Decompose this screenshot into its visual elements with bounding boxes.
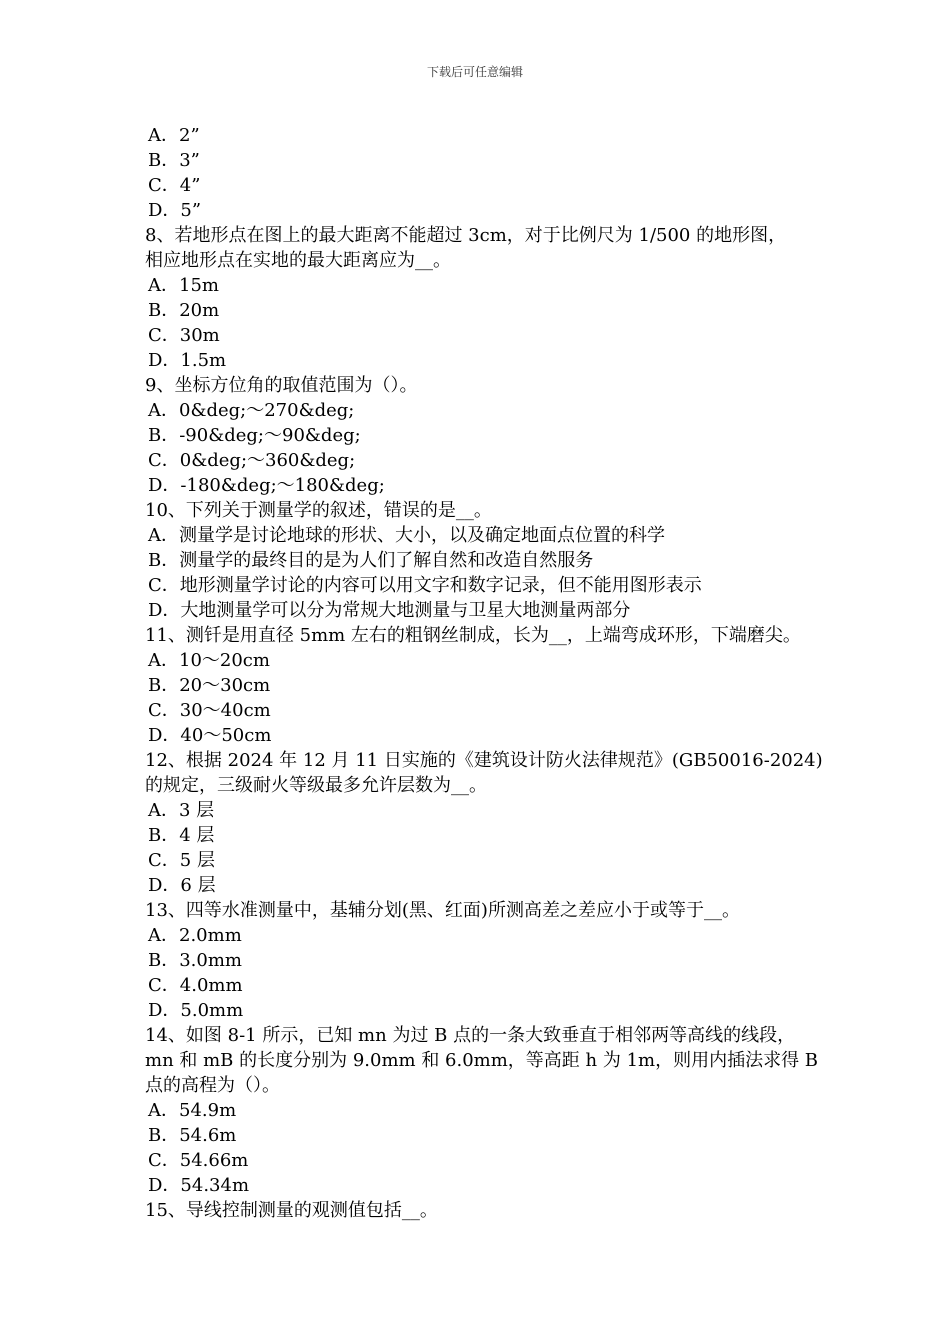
answer-option: C．0&deg;～360&deg;: [148, 450, 356, 471]
answer-option: B．20m: [148, 300, 220, 321]
answer-option: B．20～30cm: [148, 675, 271, 696]
answer-option: A．10～20cm: [148, 650, 270, 671]
answer-option: A．测量学是讨论地球的形状、大小，以及确定地面点位置的科学: [148, 525, 665, 546]
answer-option: D．5”: [148, 200, 202, 221]
answer-option: B．3”: [148, 150, 200, 171]
answer-option: C．地形测量学讨论的内容可以用文字和数字记录，但不能用图形表示: [148, 575, 702, 596]
question-text: 15、导线控制测量的观测值包括__。: [145, 1200, 438, 1221]
question-text: 的规定，三级耐火等级最多允许层数为__。: [145, 775, 487, 796]
answer-option: D．6 层: [148, 875, 216, 896]
answer-option: D．40～50cm: [148, 725, 272, 746]
answer-option: B．3.0mm: [148, 950, 242, 971]
question-text: 13、四等水准测量中，基辅分划(黑、红面)所测高差之差应小于或等于__。: [145, 900, 740, 921]
answer-option: D．54.34m: [148, 1175, 250, 1196]
answer-option: D．大地测量学可以分为常规大地测量与卫星大地测量两部分: [148, 600, 631, 621]
question-text: 8、若地形点在图上的最大距离不能超过 3cm，对于比例尺为 1/500 的地形图，: [145, 225, 787, 246]
answer-option: A．2”: [148, 125, 200, 146]
answer-option: A．15m: [148, 275, 219, 296]
answer-option: B．4 层: [148, 825, 215, 846]
question-text: 11、测钎是用直径 5mm 左右的粗钢丝制成，长为__，上端弯成环形，下端磨尖。: [145, 625, 801, 646]
answer-option: D．5.0mm: [148, 1000, 244, 1021]
document-body: [145, 123, 825, 1223]
question-text: 14、如图 8-1 所示，已知 mn 为过 B 点的一条大致垂直于相邻两等高线的线段，: [145, 1025, 796, 1046]
answer-option: D．-180&deg;～180&deg;: [148, 475, 385, 496]
answer-option: C．54.66m: [148, 1150, 249, 1171]
answer-option: C．5 层: [148, 850, 215, 871]
answer-option: A．3 层: [148, 800, 215, 821]
question-text: 相应地形点在实地的最大距离应为__。: [145, 250, 451, 271]
answer-option: B．54.6m: [148, 1125, 237, 1146]
answer-option: A．0&deg;～270&deg;: [148, 400, 355, 421]
answer-option: C．30～40cm: [148, 700, 271, 721]
question-text: 点的高程为（）。: [145, 1075, 280, 1096]
answer-option: C．4.0mm: [148, 975, 243, 996]
question-text: mn 和 mB 的长度分别为 9.0mm 和 6.0mm，等高距 h 为 1m，则用内插法求得 B: [145, 1050, 819, 1071]
answer-option: C．30m: [148, 325, 220, 346]
question-text: 9、坐标方位角的取值范围为（）。: [145, 375, 418, 396]
answer-option: A．2.0mm: [148, 925, 242, 946]
page-header: 下载后可任意编辑: [426, 65, 523, 79]
question-text: 10、下列关于测量学的叙述，错误的是__。: [145, 500, 492, 521]
answer-option: D．1.5m: [148, 350, 227, 371]
answer-option: C．4”: [148, 175, 201, 196]
answer-option: A．54.9m: [148, 1100, 237, 1121]
question-text: 12、根据 2024 年 12 月 11 日实施的《建筑设计防火法律规范》(GB50016-2024): [145, 750, 823, 771]
answer-option: B．测量学的最终目的是为人们了解自然和改造自然服务: [148, 550, 594, 571]
answer-option: B．-90&deg;～90&deg;: [148, 425, 361, 446]
